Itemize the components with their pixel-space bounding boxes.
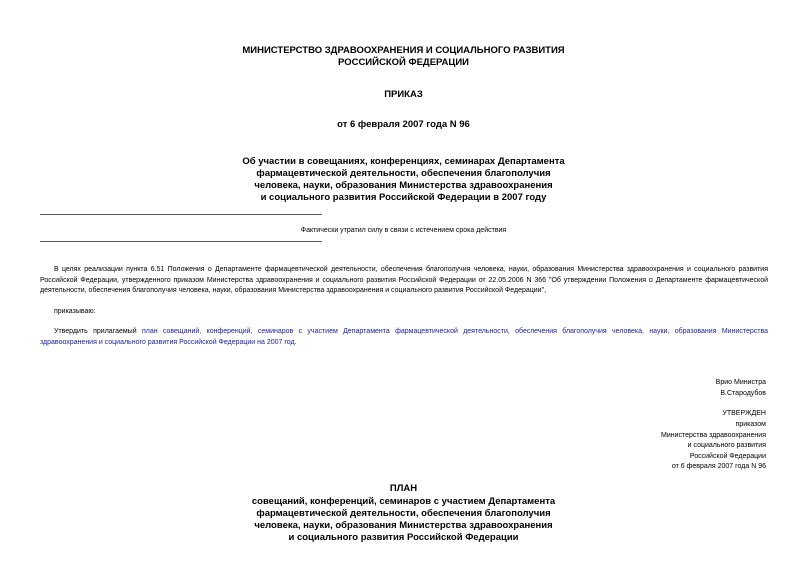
approve-suffix: . bbox=[294, 338, 297, 346]
approve-prefix: Утвердить прилагаемый bbox=[54, 328, 142, 335]
plan-title: ПЛАН bbox=[389, 483, 418, 494]
divider-top bbox=[40, 214, 322, 215]
subject-line-4: и социального развития Российской Федерации в 2007 году bbox=[260, 192, 547, 203]
subject-line-1: Об участии в совещаниях, конференциях, семинарах Департамента bbox=[242, 156, 565, 167]
approval-line-1: приказом bbox=[735, 421, 766, 428]
approval-block bbox=[661, 420, 766, 473]
approval-line-4: Российской Федерации bbox=[689, 452, 766, 460]
plan-line-1: совещаний, конференций, семинаров с участием Департамента bbox=[251, 496, 556, 507]
plan-heading bbox=[0, 496, 807, 544]
plan-line-2: фармацевтической деятельности, обеспечения благополучия bbox=[256, 508, 551, 519]
document-type: ПРИКАЗ bbox=[384, 89, 423, 100]
subject-line-3: человека, науки, образования Министерства здравоохранения bbox=[254, 180, 553, 191]
ministry-line-1: МИНИСТЕРСТВО ЗДРАВООХРАНЕНИЯ И СОЦИАЛЬНОГО РАЗВИТИЯ bbox=[242, 45, 565, 56]
ministry-header bbox=[0, 45, 807, 69]
document-date-number: от 6 февраля 2007 года N 96 bbox=[337, 119, 470, 130]
approval-line-3: и социального развития bbox=[687, 442, 766, 449]
approval-line-5: от 6 февраля 2007 года N 96 bbox=[671, 463, 766, 470]
signature-name: В.Стародубов bbox=[720, 390, 766, 397]
document-subject bbox=[0, 156, 807, 204]
preamble-paragraph: В целях реализации пункта 6.51 Положения о Департаменте фармацевтической деятельности, обеспечения благополучия человека, науки, образования Министерства здравоохранения и социального развития Российской Федерации, утвержденного приказом Министерства здравоохранения и социального развития Российской Федерации от 22.05.2006 N 366 "Об утверждении Положения о Департаменте фармацевтической деятельности, обеспечения благополучия человека, науки, образования Министерства здравоохранения и социального развития Российской Федерации", bbox=[40, 266, 768, 294]
divider-bottom bbox=[40, 241, 322, 242]
plan-link[interactable]: план совещаний, конференций, семинаров с участием Департамента фармацевтической деятельности, обеспечения благополучия человека, науки, образования Министерства здравоохранения и социального развития Российской Федерации на 2007 год bbox=[40, 328, 768, 346]
plan-line-3: человека, науки, образования Министерства здравоохранения bbox=[254, 520, 553, 531]
signature-position: Врио Министра bbox=[715, 379, 766, 386]
order-word: приказываю: bbox=[54, 308, 96, 315]
plan-line-4: и социального развития Российской Федерации bbox=[288, 532, 519, 543]
status-note: Фактически утратил силу в связи с истечением срока действия bbox=[300, 227, 507, 234]
subject-line-2: фармацевтической деятельности, обеспечения благополучия bbox=[256, 168, 551, 179]
approval-line-2: Министерства здравоохранения bbox=[661, 431, 766, 439]
ministry-line-2: РОССИЙСКОЙ ФЕДЕРАЦИИ bbox=[337, 57, 469, 68]
approval-title: УТВЕРЖДЕН bbox=[722, 410, 766, 417]
approve-paragraph bbox=[40, 327, 768, 348]
